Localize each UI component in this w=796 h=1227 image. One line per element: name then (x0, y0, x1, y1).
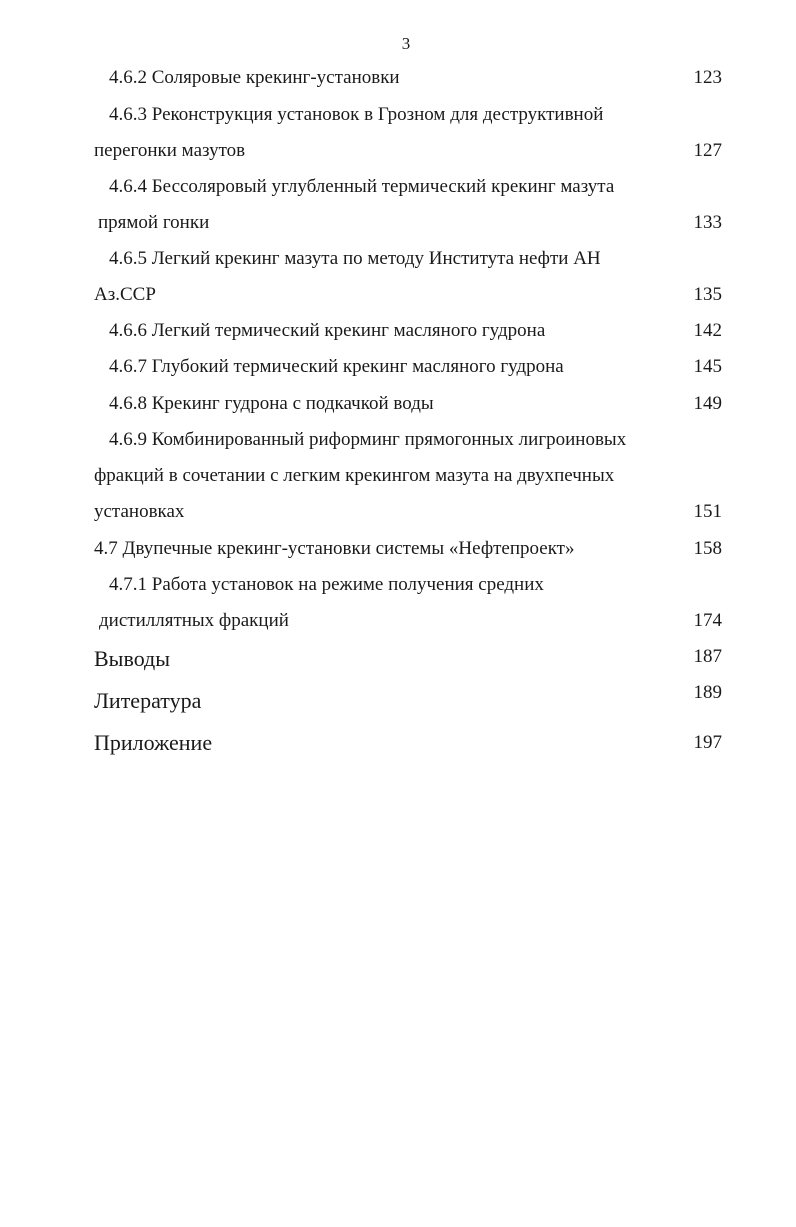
toc-entry-line: дистиллятных фракций (99, 610, 289, 631)
toc-entry-line: 4.6.2 Соляровые крекинг-установки (109, 67, 400, 88)
toc-page-number: 174 (693, 610, 722, 631)
toc-page-number: 142 (693, 320, 722, 341)
toc-page-number: 135 (693, 284, 722, 305)
toc-page-number: 151 (693, 501, 722, 522)
toc-entry-line: 4.7.1 Работа установок на режиме получения средних (109, 574, 544, 595)
toc-entry-line: 4.6.4 Бессоляровый углубленный термический крекинг мазута (109, 176, 615, 197)
toc-entry-line: 4.6.7 Глубокий термический крекинг масляного гудрона (109, 356, 564, 377)
toc-page-number: 149 (693, 393, 722, 414)
toc-entry-line: 4.6.9 Комбинированный риформинг прямогонных лигроиновых (109, 429, 627, 450)
toc-entry-line: 4.7 Двупечные крекинг-установки системы «Нефтепроект» (94, 538, 575, 559)
toc-page-number: 197 (693, 732, 722, 753)
toc-page-number: 187 (693, 646, 722, 667)
toc-entry-line: 4.6.8 Крекинг гудрона с подкачкой воды (109, 393, 434, 414)
toc-entry-line: фракций в сочетании с легким крекингом мазута на двухпечных (94, 465, 615, 486)
toc-page-number: 133 (693, 212, 722, 233)
toc-entry-line: установках (94, 501, 185, 522)
toc-page-number: 127 (693, 140, 722, 161)
toc-entry-line: 4.6.6 Легкий термический крекинг масляного гудрона (109, 320, 546, 341)
toc-entry-line: прямой гонки (98, 212, 210, 233)
toc-entry-line: 4.6.5 Легкий крекинг мазута по методу Института нефти АН (109, 248, 601, 269)
toc-entry-conclusions: Выводы (94, 646, 171, 671)
toc-page-number: 158 (693, 538, 722, 559)
toc-page-number: 123 (693, 67, 722, 88)
toc-entry-line: 4.6.3 Реконструкция установок в Грозном для деструктивной (109, 104, 604, 125)
toc-entry-appendix: Приложение (94, 730, 213, 755)
toc-page-number: 145 (693, 356, 722, 377)
toc-entry-line: Аз.ССР (94, 284, 156, 305)
toc-entry-line: перегонки мазутов (94, 140, 246, 161)
toc-entry-literature: Литература (94, 688, 202, 713)
page-number: 3 (401, 34, 411, 53)
toc-page-number: 189 (693, 682, 722, 703)
